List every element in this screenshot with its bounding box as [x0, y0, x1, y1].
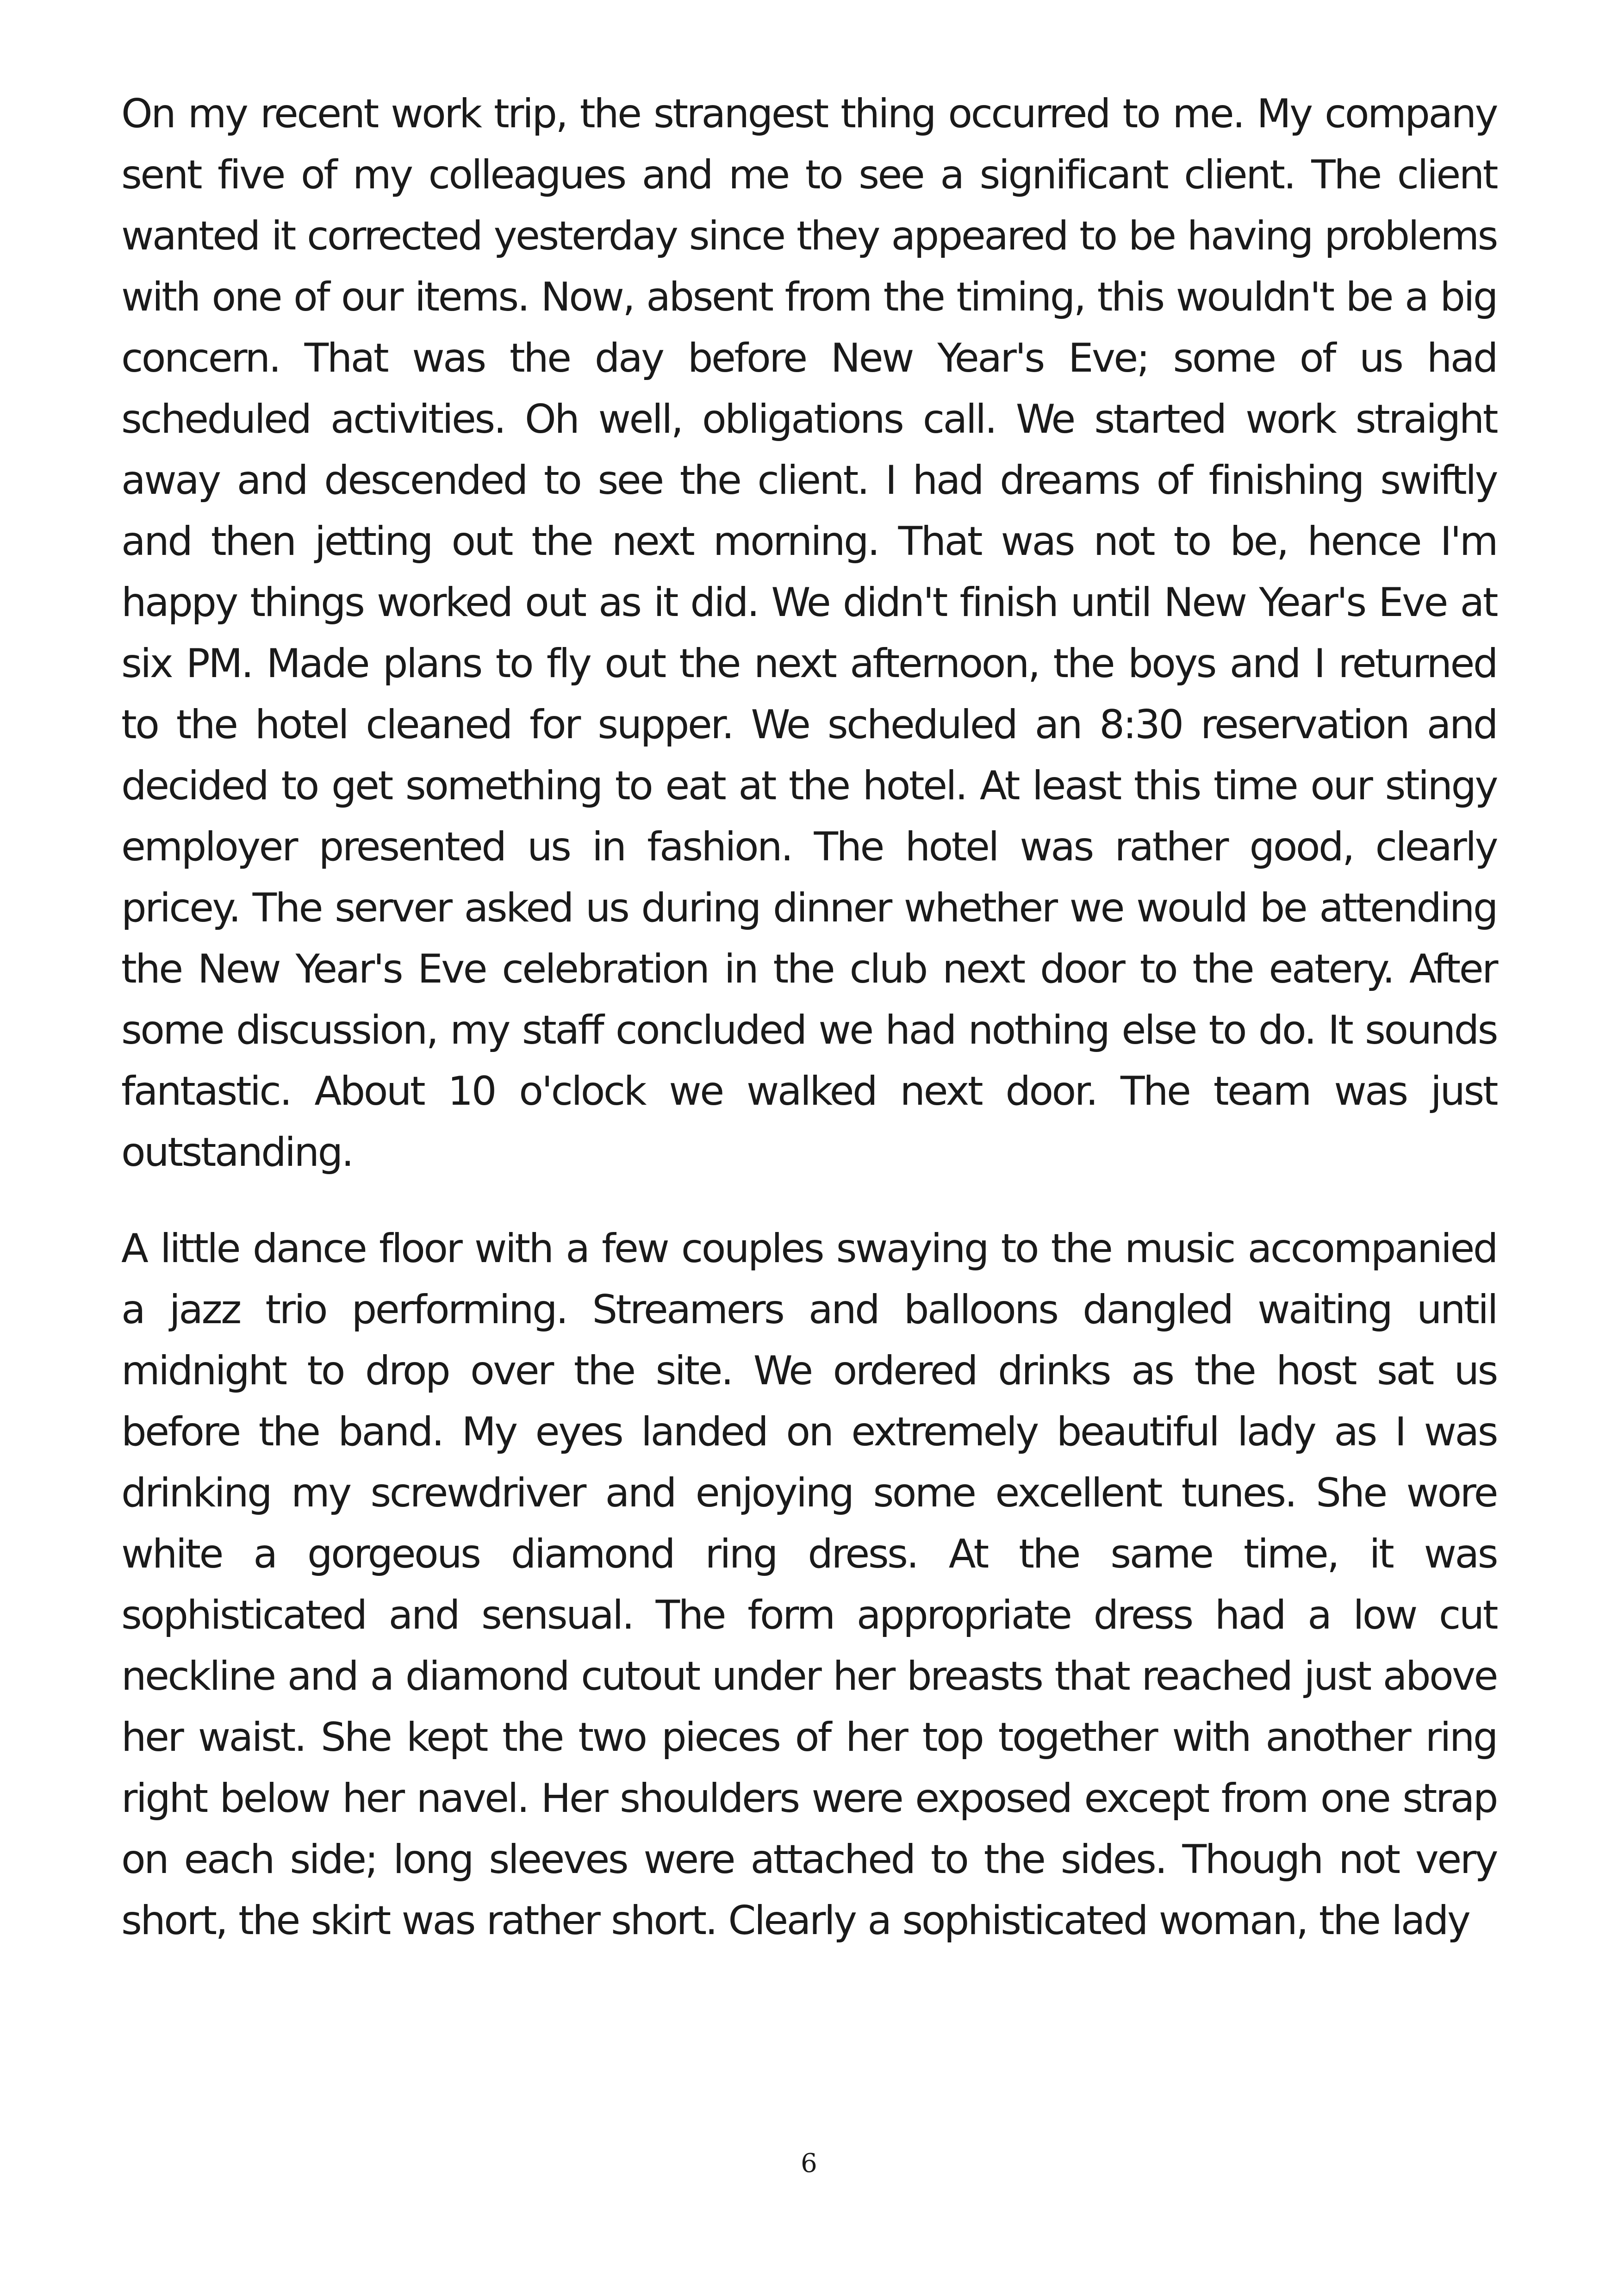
page-number: 6	[801, 2148, 817, 2178]
paragraph-1: On my recent work trip, the strangest thing occurred to me. My company sent five of my colleagues and me to see a significant client. The client wanted it corrected yesterday since they appeared to be having problems with one of our items. Now, absent from the timing, this wouldn't be a big concern. That was the day before New Year's Eve; some of us had scheduled activities. Oh well, obligations call. We started work straight away and descended to see the client. I had dreams of finishing swiftly and then jetting out the next morning. That was not to be, hence I'm happy things worked out as it did. We didn't finish until New Year's Eve at six PM. Made plans to fly out the next afternoon, the boys and I returned to the hotel cleaned for supper. We scheduled an 8:30 reservation and decided to get something to eat at the hotel. At least this time our stingy employer presented us in fashion. The hotel was rather good, clearly pricey. The server asked us during dinner whether we would be attending the New Year's Eve celebration in the club next door to the eatery. After some discussion, my staff concluded we had nothing else to do. It sounds fantastic. About 10 o'clock we walked next door. The team was just outstanding.	[121, 91, 1497, 1176]
paragraph-2: A little dance floor with a few couples swaying to the music accompanied a jazz trio performing. Streamers and balloons dangled waiting until midnight to drop over the site. We ordered drinks as the host sat us before the band. My eyes landed on extremely beautiful lady as I was drinking my screwdriver and enjoying some excellent tunes. She wore white a gorgeous diamond ring dress. At the same time, it was sophisticated and sensual. The form appropriate dress had a low cut neckline and a diamond cutout under her breasts that reached just above her waist. She kept the two pieces of her top together with another ring right below her navel. Her shoulders were exposed except from one strap on each side; long sleeves were attached to the sides. Though not very short, the skirt was rather short. Clearly a sophisticated woman, the lady	[121, 1226, 1497, 1944]
page-body	[121, 83, 1497, 1951]
